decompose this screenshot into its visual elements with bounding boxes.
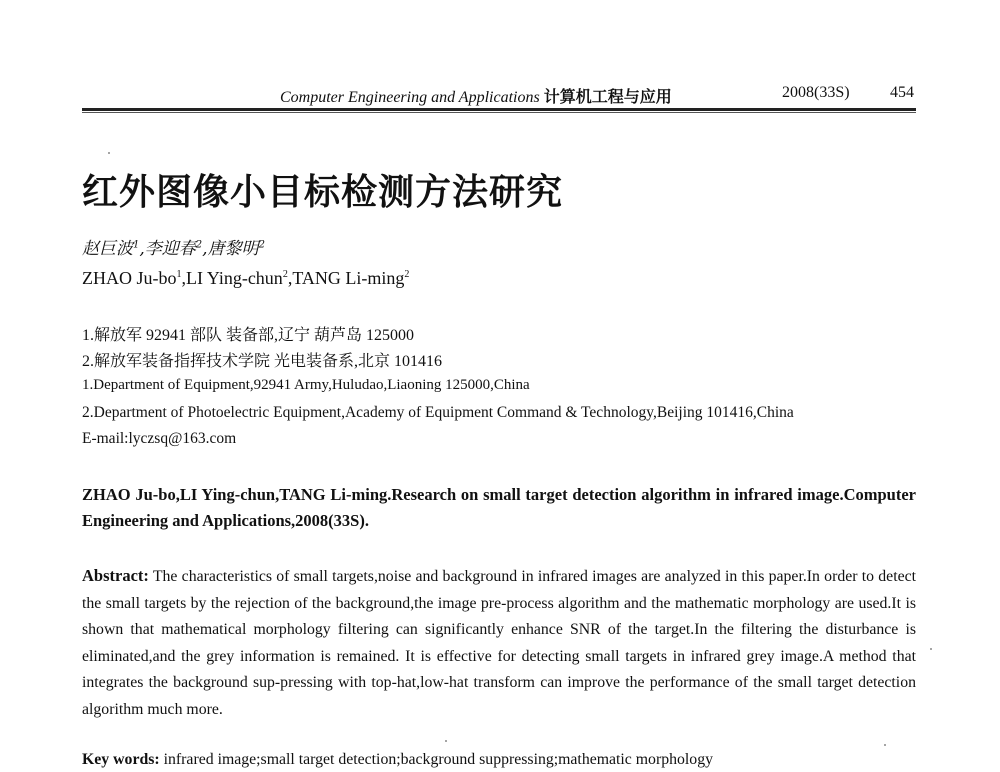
- author-name: ,TANG Li-ming: [287, 268, 405, 288]
- journal-name-cn: 计算机工程与应用: [543, 89, 672, 106]
- abstract-label: Abstract:: [82, 566, 149, 585]
- affiliation-cn-2: 2.解放军装备指挥技术学院 光电装备系,北京 101416: [82, 353, 443, 370]
- journal-name-en: Computer Engineering and Applications: [280, 89, 540, 106]
- scan-speck: [884, 744, 886, 746]
- email: E-mail:lyczsq@163.com: [82, 430, 237, 447]
- scan-speck: [930, 648, 932, 650]
- abstract: [82, 563, 916, 724]
- affiliation-marker: 1: [176, 269, 182, 280]
- author-name: ,LI Ying-chun: [181, 268, 283, 288]
- authors-english: [82, 268, 409, 289]
- header-rule-thin: [82, 112, 916, 113]
- affiliation-cn-1: 1.解放军 92941 部队 装备部,辽宁 葫芦岛 125000: [82, 327, 415, 344]
- page-number: 454: [890, 84, 914, 101]
- issue-number: 2008(33S): [782, 84, 850, 101]
- journal-name: [280, 84, 672, 107]
- keywords-label: Key words:: [82, 751, 160, 768]
- affiliation-marker: 1: [133, 239, 140, 251]
- scan-speck: [108, 152, 110, 154]
- scan-speck: [445, 740, 447, 742]
- affiliation-en-2: 2.Department of Photoelectric Equipment,Academy of Equipment Command & Technology,Beijing 101416,China: [82, 404, 794, 421]
- citation: ZHAO Ju-bo,LI Ying-chun,TANG Li-ming.Research on small target detection algorithm in infrared image.Computer Engineering and Applications,2008(33S).: [82, 485, 916, 530]
- affiliation-marker: 2: [258, 239, 265, 251]
- paper-title: 红外图像小目标检测方法研究: [82, 171, 564, 213]
- affiliation-marker: 2: [195, 239, 203, 251]
- affiliation-marker: 2: [282, 269, 288, 280]
- authors-chinese: [82, 234, 265, 259]
- affiliation-marker: 2: [404, 269, 410, 280]
- author-name: ,李迎春: [139, 239, 196, 259]
- header-rule-thick: [82, 108, 916, 111]
- abstract-text: The characteristics of small targets,noise and background in infrared images are analyzed in this paper.In order to detect the small targets by the rejection of the background,the image pre-process algorithm and the mathematic morphology are used.It is shown that mathematical morphology filtering can significantly enhance SNR of the target.In the filtering the disturbance is eliminated,and the grey information is remained. It is effective for detecting small targets in infrared grey image.A method that integrates the background sup-pressing with top-hat,low-hat transform can improve the performance of the small target detection algorithm much more.: [82, 568, 916, 718]
- keywords-text: infrared image;small target detection;background suppressing;mathematic morphology: [163, 751, 713, 768]
- author-name: ,唐黎明: [202, 239, 259, 259]
- author-name: ZHAO Ju-bo: [82, 268, 177, 288]
- keywords: [82, 748, 916, 772]
- affiliation-en-1: 1.Department of Equipment,92941 Army,Huludao,Liaoning 125000,China: [82, 377, 530, 393]
- running-header: [82, 84, 914, 106]
- author-name: 赵巨波: [82, 239, 133, 259]
